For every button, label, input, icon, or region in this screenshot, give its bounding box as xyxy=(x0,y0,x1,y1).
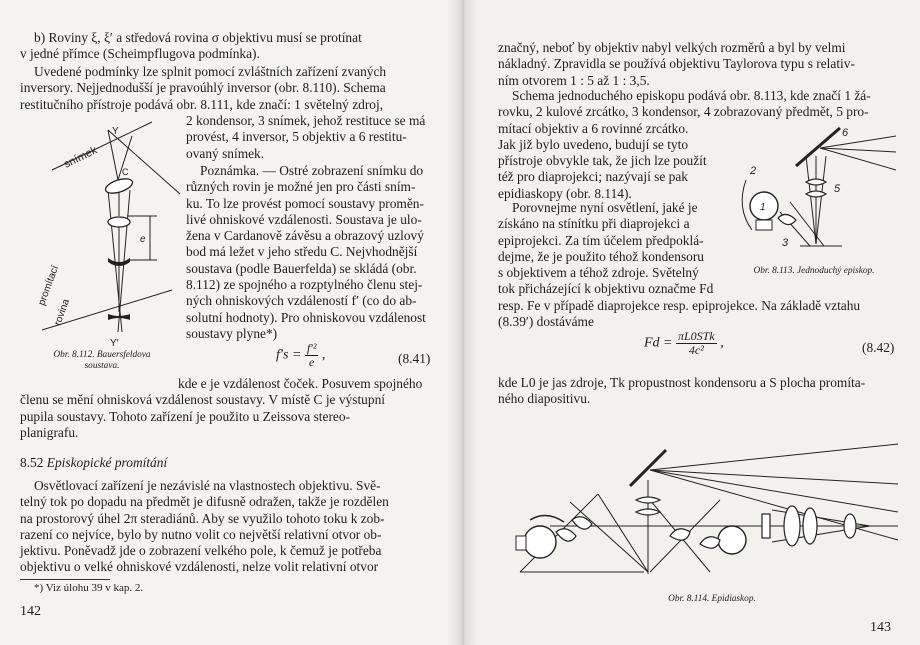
paragraph-inversory-cont xyxy=(186,113,442,162)
paragraph-top xyxy=(498,40,918,89)
condenser-lens-icon xyxy=(778,214,796,224)
equation-842 xyxy=(644,330,724,357)
text-line: ním otvorem 1 : 5 až 1 : 3,5. xyxy=(498,72,650,88)
section-title: Episkopické promítání xyxy=(46,455,168,470)
plane-mirror-line xyxy=(796,128,840,166)
text-line: Uvedené podmínky lze splnit pomocí zvláštních zařízení zvaných xyxy=(34,64,387,79)
text-line: Porovnejme nyní osvětlení, jaké je xyxy=(512,200,698,215)
label-rovina: rovina xyxy=(52,297,73,328)
equation-lhs: Fd = xyxy=(644,335,673,351)
text-line: soustavy plyne*) xyxy=(186,325,278,341)
text-line: epiprojekci. Za tím účelem předpoklá- xyxy=(498,232,704,248)
text-line: b) Roviny ξ, ξ′ a středová rovina σ objektivu musí se protínat xyxy=(34,30,362,45)
figure-8112-caption xyxy=(22,350,182,372)
label-5: 5 xyxy=(834,183,841,195)
ray-line xyxy=(790,202,824,246)
label-y-prime: Y′ xyxy=(110,338,119,349)
equation-denominator: e xyxy=(308,355,315,369)
text-line: provést, 4 inversor, 5 objektiv a 6 restitu- xyxy=(186,129,407,145)
text-line: Osvětlovací zařízení je nezávislé na vlastnostech objektivu. Svě- xyxy=(34,478,381,493)
text-line: nákladný. Zpravidla se používá objektivu Taylorova typu s relativ- xyxy=(498,56,855,72)
ray-line xyxy=(650,470,898,484)
ray-line xyxy=(820,136,896,148)
figure-8113-diagram xyxy=(730,122,898,262)
diapositive-icon xyxy=(762,514,770,538)
text-line: v jedné přímce (Scheimpflugova podmínka). xyxy=(20,46,260,62)
text-line: přístroje obvykle tak, že jich lze použít xyxy=(498,153,707,169)
equation-841-number: (8.41) xyxy=(398,351,431,366)
condenser-lens-icon xyxy=(556,529,576,541)
figure-8113-caption: Obr. 8.113. Jednoduchý episkop. xyxy=(753,266,875,276)
paragraph-after-eq-right xyxy=(498,375,918,408)
condenser-lens-icon xyxy=(700,537,720,548)
text-line: dejme, že je použito téhož kondensoru xyxy=(498,248,704,264)
equation-numerator: f′² xyxy=(306,341,317,355)
text-line: inversory. Nejjednodušší je pravoúhlý inversor (obr. 8.110). Schema xyxy=(20,80,386,96)
ray-line xyxy=(816,156,826,244)
lens-icon xyxy=(806,191,826,197)
text-line: získáno na stínítku při diaprojekci a xyxy=(498,216,690,232)
text-line: 8.112) ze spojného a rozptylného členu stej- xyxy=(186,277,423,293)
text-line: livé ohniskové vzdálenosti. Soustava je ulo- xyxy=(186,211,422,227)
label-promitaci: promítací xyxy=(36,264,62,308)
bulb-icon xyxy=(718,526,746,554)
text-line: mítací objektiv a 6 rovinné zrcátko. xyxy=(498,120,689,136)
lens-icon xyxy=(844,514,856,538)
right-page xyxy=(462,0,920,645)
label-snimek: snímek xyxy=(62,144,100,171)
equation-denominator: 4c² xyxy=(688,343,704,357)
lens-icon xyxy=(636,497,660,503)
figure-8112-diagram xyxy=(22,120,182,350)
text-line: pupila soustavy. Tohoto zařízení je použito u Zeissova stereo- xyxy=(20,408,351,424)
text-line: žena v Cardanově závěsu a obrazový uzlový xyxy=(186,228,424,244)
equation-841 xyxy=(276,342,325,369)
text-line: planigrafu. xyxy=(20,424,79,440)
label-2: 2 xyxy=(750,165,757,177)
ray-line xyxy=(806,156,816,244)
page-number-left: 142 xyxy=(20,604,41,619)
label-y: Y xyxy=(112,126,119,137)
ray-line xyxy=(650,470,898,540)
section-number: 8.52 xyxy=(20,455,44,470)
text-line: jektivu. Poněvadž jde o zobrazení velkého pole, k čemuž je potřeba xyxy=(20,543,382,559)
paragraph-after-eq xyxy=(20,376,440,441)
equation-fraction xyxy=(676,330,717,357)
text-line: ku. To lze provést pomocí soustavy proměn- xyxy=(186,195,424,211)
text-line: epidiaskopy (obr. 8.114). xyxy=(498,185,632,201)
equation-numerator: πL0STk xyxy=(678,329,715,343)
equation-trail: , xyxy=(321,347,326,363)
text-line: solutní hodnoty). Pro ohniskovou vzdálenost xyxy=(186,309,426,325)
section-paragraph xyxy=(20,478,440,576)
caption-line: Obr. 8.112. Bauersfeldova xyxy=(53,350,151,360)
text-line: razení co nejvíce, bylo by nutno volit co největší relativní otvor ob- xyxy=(20,526,382,542)
equation-lhs: f′s = xyxy=(276,347,302,363)
lens-icon xyxy=(803,508,817,544)
section-heading xyxy=(20,455,167,471)
text-line: Schema jednoduchého episkopu podává obr. 8.113, kde značí 1 žá- xyxy=(512,88,871,103)
text-line: restitučního přístroje podává obr. 8.111, kde značí: 1 světelný zdroj, xyxy=(20,96,384,112)
label-e: e xyxy=(140,234,146,245)
text-line: kde L0 je jas zdroje, Tk propustnost kondensoru a S plocha promíta- xyxy=(498,375,866,390)
text-line: telný tok po dopadu na předmět je difusně odražen, takže je rozdělen xyxy=(20,494,389,510)
equation-fraction xyxy=(305,342,319,369)
text-line: členu se mění ohnisková vzdálenost soustavy. V místě C je výstupní xyxy=(20,392,385,408)
caption-line: soustava. xyxy=(84,361,120,371)
ray-line xyxy=(650,444,898,470)
text-line: Jak již bylo uvedeno, budují se tyto xyxy=(498,136,689,152)
footnote-rule xyxy=(20,579,110,580)
page-number-right: 143 xyxy=(870,620,891,635)
text-line: značný, neboť by objektiv nabyl velkých rozměrů a byl by velmi xyxy=(498,40,846,55)
figure-8114-caption: Obr. 8.114. Epidiaskop. xyxy=(668,594,756,604)
spherical-mirror-icon xyxy=(530,515,564,522)
figure-8114-diagram xyxy=(510,440,900,590)
label-1: 1 xyxy=(760,202,766,213)
ray-line xyxy=(650,470,898,512)
bulb-base-icon xyxy=(516,536,526,550)
label-3: 3 xyxy=(782,237,789,249)
text-line: různých rovin je možné jen pro části sním- xyxy=(186,179,416,195)
equation-trail: , xyxy=(720,335,724,351)
text-line: též pro diaprojekci; nazývají se pak xyxy=(498,169,688,185)
lens-icon xyxy=(636,509,660,515)
bulb-icon xyxy=(524,526,556,558)
text-line: 2 kondensor, 3 snímek, jehož restituce se má xyxy=(186,113,426,128)
text-line: kde e je vzdálenost čoček. Posuvem spojného xyxy=(178,376,423,391)
lens-icon xyxy=(108,217,130,227)
label-6: 6 xyxy=(842,127,849,139)
text-line: soustava (podle Bauerfelda) se skládá (obr. xyxy=(186,260,417,276)
text-line: (8.39′) dostáváme xyxy=(498,314,594,330)
text-line: tok přicházející k objektivu označme Fd xyxy=(498,281,714,297)
text-line: objektivu o velké ohniskové vzdálenosti, nelze volit relativní otvor xyxy=(20,559,379,575)
text-line: resp. Fe v případě diaprojekce resp. epiprojekce. Na základě vztahu xyxy=(498,297,861,313)
item-b xyxy=(20,30,440,63)
ray-line xyxy=(598,494,648,572)
text-line: na prostorový úhel 2π steradiánů. Aby se využilo tohoto toku k zob- xyxy=(20,510,385,526)
text-line: ných ohniskových vzdáleností f′ (co do ab- xyxy=(186,293,417,309)
note-paragraph xyxy=(186,163,442,342)
label-c: C xyxy=(122,167,129,177)
text-line: s objektivem a téhož zdroje. Světelný xyxy=(498,265,699,281)
equation-842-number: (8.42) xyxy=(862,340,895,355)
text-line: rovku, 2 kulové zrcátko, 3 kondensor, 4 zobrazovaný předmět, 5 pro- xyxy=(498,104,869,120)
lens-icon xyxy=(784,506,800,546)
footnote: *) Viz úlohu 39 v kap. 2. xyxy=(34,582,144,594)
text-line: Poznámka. — Ostré zobrazení snímku do xyxy=(200,163,424,178)
paragraph-inversory xyxy=(20,64,440,113)
bulb-base-icon xyxy=(756,220,772,230)
text-line: ovaný snímek. xyxy=(186,145,265,161)
lens-icon xyxy=(806,179,826,185)
text-line: ného diapositivu. xyxy=(498,391,591,407)
text-line: bod má ležet v jeho středu C. Nejvhodnější xyxy=(186,244,418,260)
condenser-lens-icon xyxy=(670,529,690,540)
